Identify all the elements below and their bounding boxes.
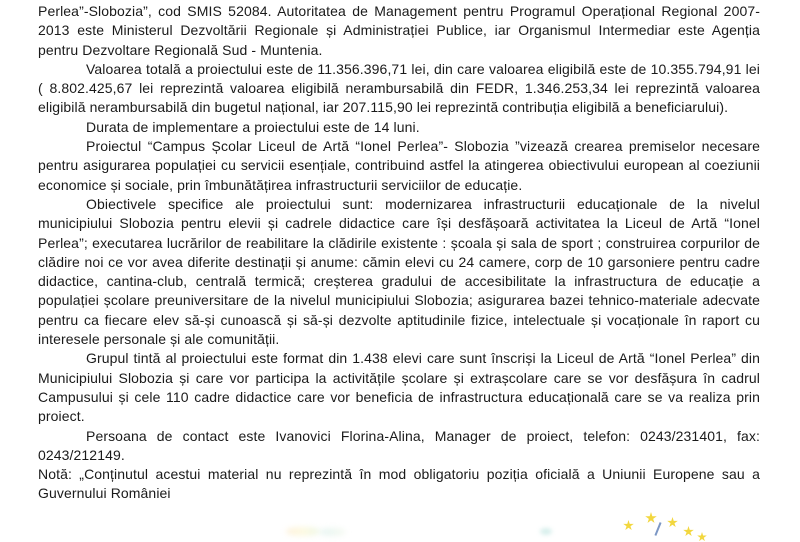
paragraph-note: Notă: „Conținutul acestui material nu reprezintă în mod obligatoriu poziția oficială a Uniunii Europene sau a Guvernului României: [38, 466, 760, 502]
faint-logo-fragment: [286, 527, 320, 536]
faint-logo-fragment: [320, 528, 346, 536]
eu-star-icon: [623, 520, 634, 531]
eu-star-icon: [683, 526, 694, 537]
paragraph-authority: Perlea”-Slobozia”, cod SMIS 52084. Autoritatea de Management pentru Programul Operațional Regional 2007-2013 este Ministerul Dezvoltării Regionale și Administrației Publice, iar Organismul Intermediar este Agenția pentru Dezvoltare Regională Sud - Muntenia.: [38, 3, 760, 58]
paragraph-project-aim: Proiectul “Campus Școlar Liceul de Artă “Ionel Perlea”- Slobozia ”vizează crearea premiselor necesare pentru asigurarea populației cu servicii esențiale, contribuind astfel la atingerea obiectivului european al coeziunii economice și sociale, prin îmbunătățirea infrastructurii serviciilor de educație.: [38, 138, 760, 193]
eu-star-icon: [645, 512, 657, 524]
paragraph-duration: Durata de implementare a proiectului este de 14 luni.: [86, 118, 420, 135]
paragraph-target-group: Grupul tintă al proiectului este format din 1.438 elevi care sunt înscriși la Liceul de Artă “Ionel Perlea” din Municipiului Slobozia și care vor participa la activitățile școlare și extrașcolare care se vor desfășura în cadrul Campusului și cele 110 cadre didactice care vor beneficia de infrastructura educațională care se va realiza prin proiect.: [38, 350, 760, 425]
paragraph-project-value: Valoarea totală a proiectului este de 11.356.396,71 lei, din care valoarea eligibilă este de 10.355.794,91 lei ( 8.802.425,67 lei reprezintă valoarea eligibilă nerambursabilă din FEDR, 1.346.253,34 lei reprezintă valoarea eligibilă nerambursabilă din bugetul național, iar 207.115,90 lei reprezintă contribuția eligibilă a beneficiarului).: [38, 60, 760, 116]
paragraph-contact: Persoana de contact este Ivanovici Florina-Alina, Manager de proiect, telefon: 0243/231401, fax: 0243/212149.: [38, 427, 760, 463]
eu-star-icon: [667, 517, 678, 528]
paragraph-specific-objectives: Obiectivele specifice ale proiectului sunt: modernizarea infrastructurii educaționale de la nivelul municipiului Slobozia pentru elevii și cadrele didactice care își desfășoară activitatea la Liceul de Artă “Ionel Perlea”; executarea lucrărilor de reabilitare la clădirile existente : școala și sala de sport ; construirea corpurilor de clădire noi ce vor avea diferite destinații și anume: cămin elevi cu 24 camere, corp de 10 garsoniere pentru cadre didactice, cantina-club, centrală termică; creșterea gradului de accesibilitate la infrastructura de educație a populației școlare preuniversitare de la nivelul municipiului Slobozia; asigurarea bazei tehnico-materiale adecvate pentru ca fiecare elev să-și cunoască și să-și dezvolte aptitudinile fizice, intelectuale și vocaționale în raport cu interesele personale și ale comunității.: [38, 195, 760, 348]
document-page: [38, 2, 760, 504]
eu-flag-stars-logo: [615, 508, 710, 534]
